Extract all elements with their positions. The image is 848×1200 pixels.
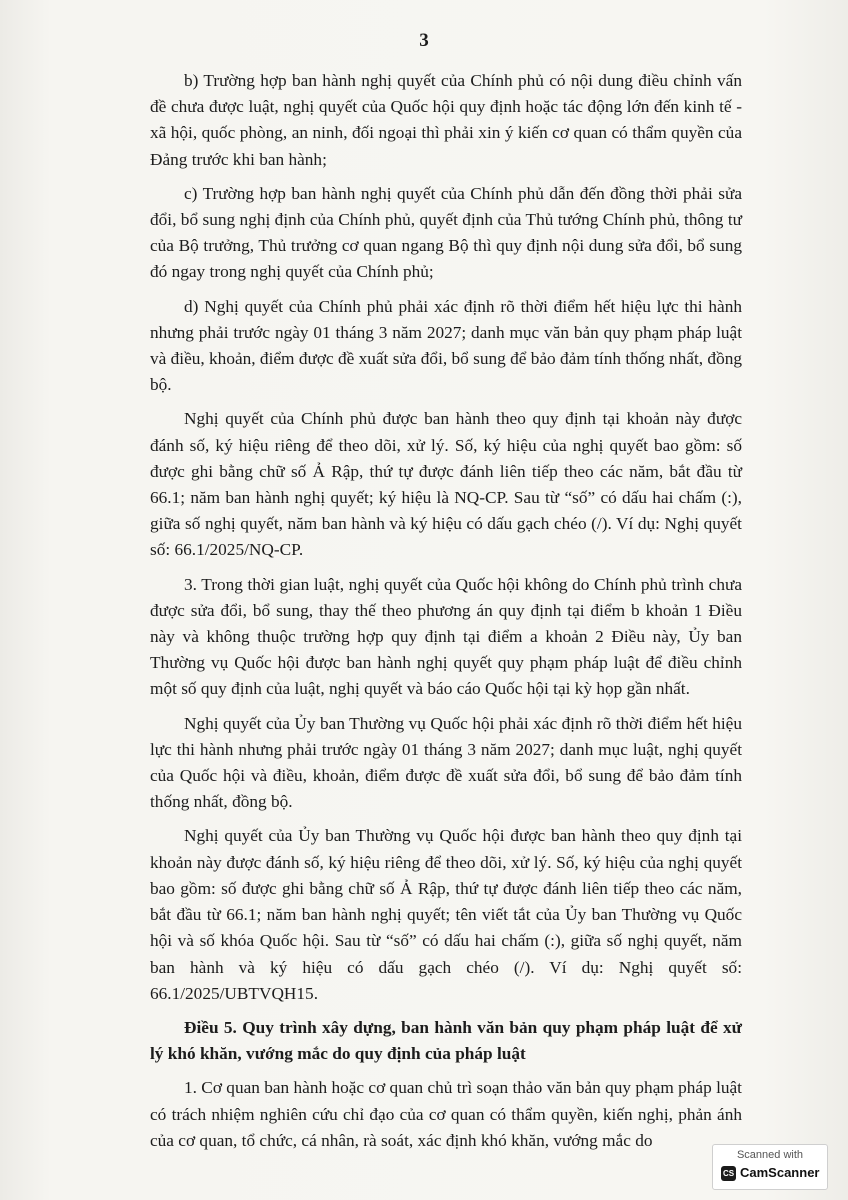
paragraph-article-5-clause-1: 1. Cơ quan ban hành hoặc cơ quan chủ trì soạn thảo văn bản quy phạm pháp luật có trách nhiệm nghiên cứu chỉ đạo của cơ quan có thẩm quyền, kiến nghị, phản ánh của cơ quan, tổ chức, cá nhân, rà soát, xác định khó khăn, vướng mắc do xyxy=(150,1078,742,1150)
paragraph-point-c: c) Trường hợp ban hành nghị quyết của Chính phủ dẫn đến đồng thời phải sửa đổi, bổ sung nghị định của Chính phủ, quyết định của Thủ tướng Chính phủ, thông tư của Bộ trưởng, Thủ trưởng cơ quan ngang Bộ thì quy định nội dung sửa đổi, bổ sung đó ngay trong nghị quyết của Chính phủ; xyxy=(150,183,742,282)
camscanner-watermark xyxy=(712,1144,828,1190)
paragraph-government-numbering: Nghị quyết của Chính phủ được ban hành theo quy định tại khoản này được đánh số, ký hiệu riêng để theo dõi, xử lý. Số, ký hiệu của nghị quyết bao gồm: số được ghi bằng chữ số Ả Rập, thứ tự được đánh liên tiếp theo các năm, bắt đầu từ 66.1; năm ban hành nghị quyết; ký hiệu là NQ-CP. Sau từ “số” có dấu hai chấm (:), giữa số nghị quyết, năm ban hành và ký hiệu có dấu gạch chéo (/). Ví dụ: Nghị quyết số: 66.1/2025/NQ-CP. xyxy=(150,409,742,560)
paragraph-standing-committee-numbering: Nghị quyết của Ủy ban Thường vụ Quốc hội được ban hành theo quy định tại khoản này được đánh số, ký hiệu riêng để theo dõi, xử lý. Số, ký hiệu của nghị quyết bao gồm: số được ghi bằng chữ số Ả Rập, thứ tự được đánh liên tiếp theo các năm, bắt đầu từ 66.1; năm ban hành nghị quyết; tên viết tắt của Ủy ban Thường vụ Quốc hội và số khóa Quốc hội. Sau từ “số” có dấu hai chấm (:), giữa số nghị quyết, năm ban hành và ký hiệu có dấu gạch chéo (/). Ví dụ: Nghị quyết số: 66.1/2025/UBTVQH15. xyxy=(150,826,742,1003)
paragraph-point-d: d) Nghị quyết của Chính phủ phải xác định rõ thời điểm hết hiệu lực thi hành nhưng phải trước ngày 01 tháng 3 năm 2027; danh mục văn bản quy phạm pháp luật và điều, khoản, điểm được đề xuất sửa đổi, bổ sung để bảo đảm tính thống nhất, đồng bộ. xyxy=(150,296,742,395)
watermark-brand: CamScanner xyxy=(740,1165,820,1180)
page-number: 3 xyxy=(419,30,429,51)
paragraph-clause-3: 3. Trong thời gian luật, nghị quyết của Quốc hội không do Chính phủ trình chưa được sửa đổi, bổ sung, thay thế theo phương án quy định tại điểm b khoản 1 Điều này và không thuộc trường hợp quy định tại điểm a khoản 2 Điều này, Ủy ban Thường vụ Quốc hội được ban hành nghị quyết quy phạm pháp luật để điều chỉnh một số quy định của luật, nghị quyết và báo cáo Quốc hội tại kỳ họp gần nhất. xyxy=(150,574,742,699)
document-body xyxy=(150,68,742,1162)
paragraph-standing-committee-validity: Nghị quyết của Ủy ban Thường vụ Quốc hội phải xác định rõ thời điểm hết hiệu lực thi hành nhưng phải trước ngày 01 tháng 3 năm 2027; danh mục luật, nghị quyết của Quốc hội và điều, khoản, điểm được đề xuất sửa đổi, bổ sung để bảo đảm tính thống nhất, đồng bộ. xyxy=(150,713,742,812)
paragraph-point-b: b) Trường hợp ban hành nghị quyết của Chính phủ có nội dung điều chỉnh vấn đề chưa được luật, nghị quyết của Quốc hội quy định hoặc tác động lớn đến kinh tế - xã hội, quốc phòng, an ninh, đối ngoại thì phải xin ý kiến cơ quan có thẩm quyền của Đảng trước khi ban hành; xyxy=(150,71,742,169)
article-5-heading: Điều 5. Quy trình xây dựng, ban hành văn bản quy phạm pháp luật để xử lý khó khăn, vướng mắc do quy định của pháp luật xyxy=(150,1017,742,1064)
camscanner-logo-icon: CS xyxy=(721,1166,736,1181)
watermark-caption: Scanned with xyxy=(736,1149,804,1161)
